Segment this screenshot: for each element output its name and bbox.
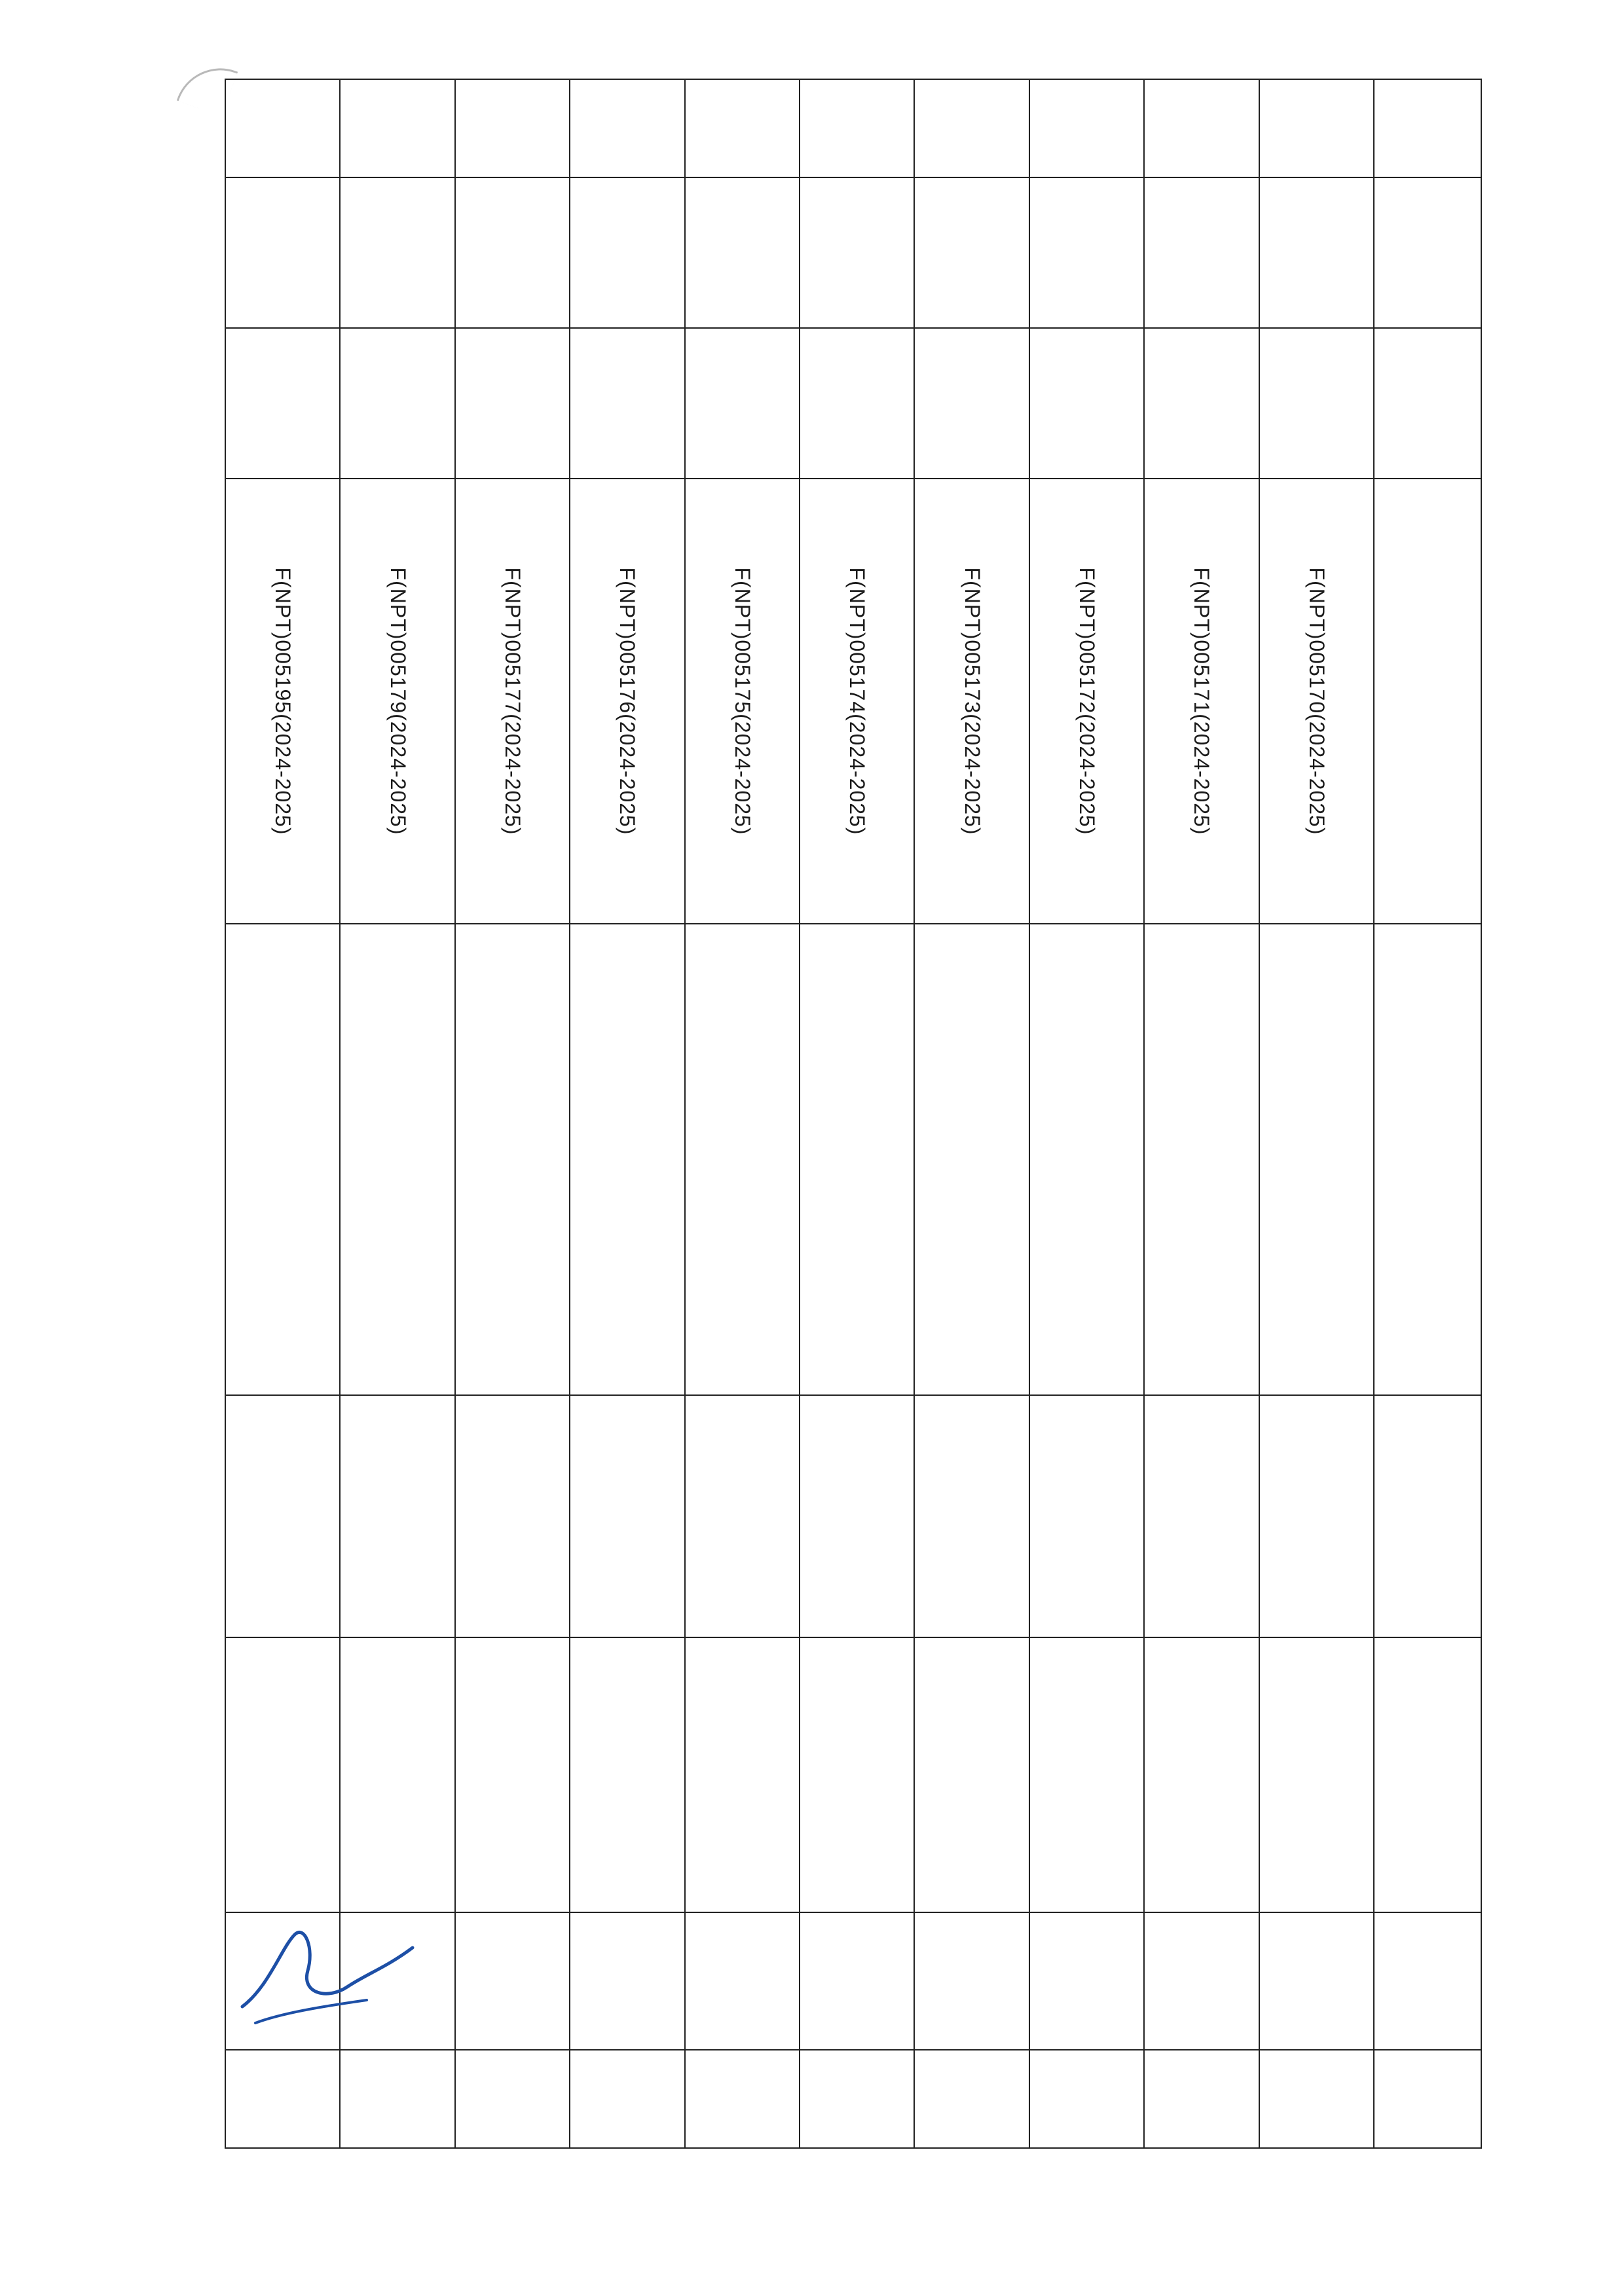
row-exam bbox=[685, 177, 800, 328]
row-index bbox=[1259, 2050, 1374, 2148]
document-caption bbox=[1491, 79, 1530, 2147]
row-no bbox=[570, 79, 684, 177]
row-index bbox=[1144, 2050, 1259, 2148]
row-reg-no: F(NPT)005173(2024-2025) bbox=[914, 479, 1029, 924]
row-exam bbox=[1029, 177, 1144, 328]
row-region bbox=[455, 328, 570, 479]
table-row bbox=[800, 79, 914, 2148]
row-region bbox=[570, 328, 684, 479]
row-exam bbox=[800, 177, 914, 328]
row-location bbox=[225, 924, 340, 1395]
row-exam bbox=[1144, 177, 1259, 328]
row-service bbox=[1029, 1395, 1144, 1637]
row-service bbox=[225, 1395, 340, 1637]
row-exam bbox=[340, 177, 454, 328]
table-row bbox=[570, 79, 684, 2148]
row-owner bbox=[455, 1637, 570, 1912]
row-location bbox=[570, 924, 684, 1395]
row-index bbox=[1029, 2050, 1144, 2148]
row-no bbox=[685, 79, 800, 177]
row-index bbox=[800, 2050, 914, 2148]
row-location bbox=[340, 924, 454, 1395]
table-row bbox=[1144, 79, 1259, 2148]
row-index bbox=[570, 2050, 684, 2148]
row-region bbox=[914, 328, 1029, 479]
row-region bbox=[800, 328, 914, 479]
row-reg-no: F(NPT)005174(2024-2025) bbox=[800, 479, 914, 924]
row-region bbox=[1029, 328, 1144, 479]
row-owner bbox=[1029, 1637, 1144, 1912]
row-region bbox=[225, 328, 340, 479]
office-stamp bbox=[232, 1663, 429, 2134]
header-date bbox=[1374, 1912, 1481, 2050]
row-service bbox=[685, 1395, 800, 1637]
row-reg-no: F(NPT)005179(2024-2025) bbox=[340, 479, 454, 924]
row-date bbox=[685, 1912, 800, 2050]
row-owner bbox=[914, 1637, 1029, 1912]
row-date bbox=[800, 1912, 914, 2050]
row-exam bbox=[570, 177, 684, 328]
table-row bbox=[1259, 79, 1374, 2148]
row-reg-no: F(NPT)005176(2024-2025) bbox=[570, 479, 684, 924]
row-reg-no: F(NPT)005177(2024-2025) bbox=[455, 479, 570, 924]
header-service bbox=[1374, 1395, 1481, 1637]
row-no bbox=[340, 79, 454, 177]
header-row-no bbox=[1374, 79, 1481, 177]
row-service bbox=[1144, 1395, 1259, 1637]
row-reg-no: F(NPT)005171(2024-2025) bbox=[1144, 479, 1259, 924]
row-date bbox=[1029, 1912, 1144, 2050]
row-date bbox=[570, 1912, 684, 2050]
row-service bbox=[800, 1395, 914, 1637]
row-owner bbox=[685, 1637, 800, 1912]
row-no bbox=[455, 79, 570, 177]
row-no bbox=[225, 79, 340, 177]
header-reg-no bbox=[1374, 479, 1481, 924]
row-region bbox=[1144, 328, 1259, 479]
row-reg-no: F(NPT)005170(2024-2025) bbox=[1259, 479, 1374, 924]
row-service bbox=[914, 1395, 1029, 1637]
row-reg-no: F(NPT)005172(2024-2025) bbox=[1029, 479, 1144, 924]
row-no bbox=[800, 79, 914, 177]
row-owner bbox=[800, 1637, 914, 1912]
row-owner bbox=[1144, 1637, 1259, 1912]
row-service bbox=[455, 1395, 570, 1637]
row-no bbox=[1259, 79, 1374, 177]
row-reg-no: F(NPT)005195(2024-2025) bbox=[225, 479, 340, 924]
row-index bbox=[685, 2050, 800, 2148]
row-date bbox=[455, 1912, 570, 2050]
rotated-document bbox=[226, 79, 1536, 2147]
row-location bbox=[1144, 924, 1259, 1395]
row-service bbox=[570, 1395, 684, 1637]
row-location bbox=[455, 924, 570, 1395]
header-index bbox=[1374, 2050, 1481, 2148]
row-date bbox=[1144, 1912, 1259, 2050]
row-service bbox=[340, 1395, 454, 1637]
table-row bbox=[914, 79, 1029, 2148]
row-exam bbox=[225, 177, 340, 328]
row-exam bbox=[455, 177, 570, 328]
row-owner bbox=[570, 1637, 684, 1912]
row-location bbox=[1259, 924, 1374, 1395]
row-index bbox=[914, 2050, 1029, 2148]
row-date bbox=[1259, 1912, 1374, 2050]
row-region bbox=[1259, 328, 1374, 479]
table-row bbox=[1029, 79, 1144, 2148]
row-index bbox=[455, 2050, 570, 2148]
row-date bbox=[914, 1912, 1029, 2050]
row-no bbox=[1144, 79, 1259, 177]
header-exam bbox=[1374, 177, 1481, 328]
row-owner bbox=[1259, 1637, 1374, 1912]
table-row bbox=[685, 79, 800, 2148]
header-region bbox=[1374, 328, 1481, 479]
row-service bbox=[1259, 1395, 1374, 1637]
row-region bbox=[340, 328, 454, 479]
row-no bbox=[914, 79, 1029, 177]
row-location bbox=[685, 924, 800, 1395]
header-owner bbox=[1374, 1637, 1481, 1912]
row-location bbox=[914, 924, 1029, 1395]
row-location bbox=[1029, 924, 1144, 1395]
row-exam bbox=[914, 177, 1029, 328]
row-exam bbox=[1259, 177, 1374, 328]
table-row bbox=[455, 79, 570, 2148]
handwritten-signature bbox=[216, 1908, 426, 2039]
table-header-row bbox=[1374, 79, 1481, 2148]
header-location bbox=[1374, 924, 1481, 1395]
row-reg-no: F(NPT)005175(2024-2025) bbox=[685, 479, 800, 924]
row-location bbox=[800, 924, 914, 1395]
row-region bbox=[685, 328, 800, 479]
row-no bbox=[1029, 79, 1144, 177]
